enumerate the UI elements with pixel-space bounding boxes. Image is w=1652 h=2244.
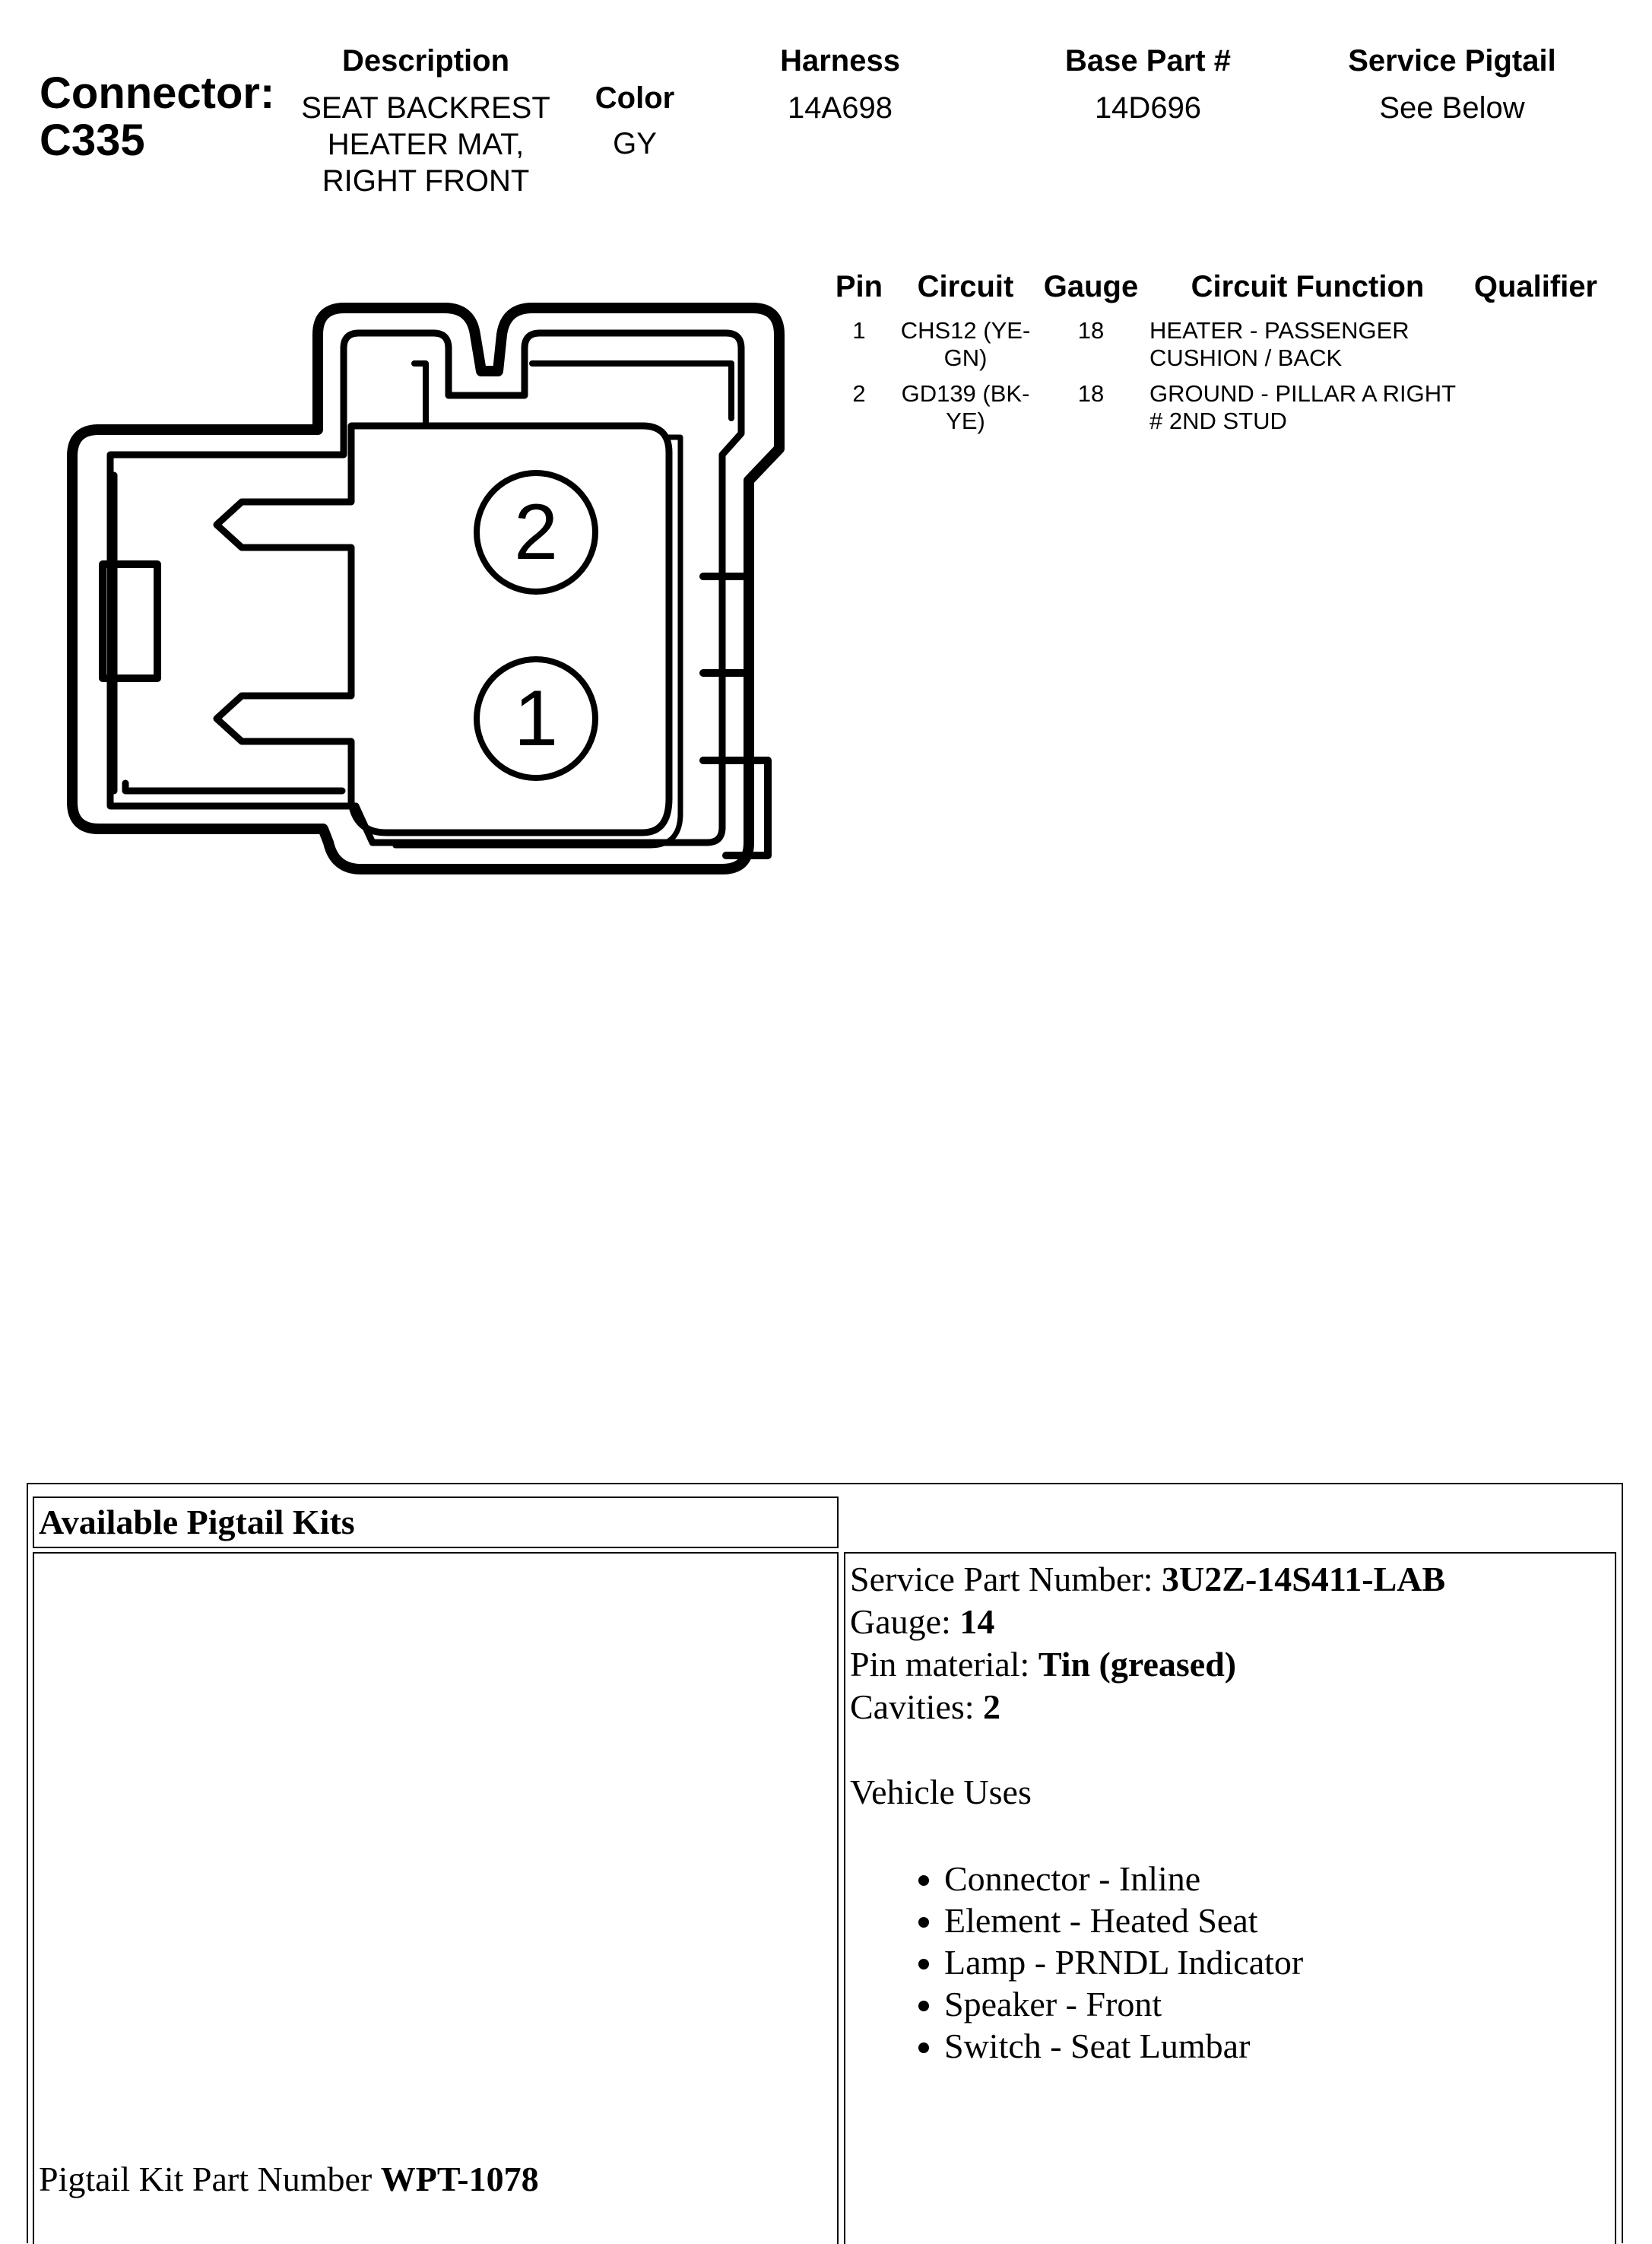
- pin-chamber: [217, 426, 669, 833]
- vehicle-use-item: • Element - Heated Seat: [944, 1900, 1445, 1941]
- cavities-label: Cavities:: [850, 1687, 984, 1726]
- service-pigtail-value: See Below: [1379, 91, 1525, 125]
- top-tab-left: [414, 363, 426, 422]
- right-tab-upper: [703, 576, 749, 673]
- pin-number: 2: [852, 380, 866, 407]
- function-col-header: Circuit Function: [1191, 270, 1425, 303]
- base-part-header: Base Part #: [1065, 44, 1231, 78]
- kit-part-value: WPT-1078: [380, 2160, 539, 2198]
- pin-2-label: 2: [514, 488, 558, 576]
- qualifier-col-header: Qualifier: [1473, 270, 1598, 303]
- base-part-value: 14D696: [1094, 91, 1202, 125]
- vehicle-use-item: • Lamp - PRNDL Indicator: [944, 1941, 1445, 1983]
- circuit-line: GD139 (BK-: [901, 380, 1030, 407]
- pin-1-label: 1: [514, 674, 558, 763]
- cavities-line: [850, 1686, 1445, 1728]
- pin-number: 1: [852, 317, 866, 344]
- circuit-cell: [882, 380, 1049, 435]
- harness-value: 14A698: [788, 91, 893, 125]
- gauge-line: [850, 1601, 1445, 1643]
- kits-title-cell: [33, 1497, 839, 1548]
- function-cell: [1149, 317, 1469, 372]
- function-cell: [1149, 380, 1484, 435]
- function-line: GROUND - PILLAR A RIGHT: [1149, 380, 1457, 407]
- kits-title: Available Pigtail Kits: [39, 1503, 355, 1541]
- kit-part-number: [39, 2158, 539, 2201]
- gauge-col-header: Gauge: [1043, 270, 1139, 303]
- description-line: RIGHT FRONT: [322, 164, 530, 198]
- gauge-cell: 18: [1077, 317, 1105, 344]
- vehicle-uses-list: [850, 1858, 1445, 2067]
- description-line: HEATER MAT,: [327, 128, 525, 161]
- pin-col-header: Pin: [835, 270, 883, 303]
- gauge-value: 14: [959, 1602, 995, 1641]
- top-tab-right: [532, 363, 731, 418]
- pin-material-line: [850, 1643, 1445, 1686]
- service-part-value: 3U2Z-14S411-LAB: [1162, 1560, 1446, 1598]
- vehicle-use-item: • Speaker - Front: [944, 1983, 1445, 2025]
- service-part-line: [850, 1558, 1445, 1601]
- color-header: Color: [595, 81, 675, 115]
- vehicle-use-item: • Switch - Seat Lumbar: [944, 2025, 1445, 2067]
- kit-part-label: Pigtail Kit Part Number: [39, 2160, 381, 2198]
- cavities-value: 2: [983, 1687, 1001, 1726]
- function-line: CUSHION / BACK: [1149, 344, 1343, 371]
- connector-face-diagram: [0, 0, 836, 913]
- vehicle-use-item: • Connector - Inline: [944, 1858, 1445, 1900]
- gauge-cell: 18: [1077, 380, 1105, 407]
- kit-right-cell: [844, 1552, 1616, 2244]
- function-line: # 2ND STUD: [1149, 408, 1287, 434]
- harness-header: Harness: [780, 44, 900, 78]
- vehicle-uses-title: Vehicle Uses: [850, 1773, 1032, 1811]
- kit-details: [850, 1558, 1445, 2067]
- circuit-cell: [882, 317, 1049, 372]
- gauge-label: Gauge:: [850, 1602, 960, 1641]
- description-line: SEAT BACKREST: [301, 91, 550, 125]
- kit-left-cell: [33, 1552, 839, 2244]
- color-value: GY: [613, 127, 657, 160]
- service-part-label: Service Part Number:: [850, 1560, 1162, 1598]
- left-wall-shadow: [125, 783, 342, 791]
- description-header: Description: [341, 44, 510, 78]
- connector-id: C335: [40, 116, 145, 165]
- circuit-line: GN): [943, 344, 988, 371]
- pin-material-value: Tin (greased): [1038, 1645, 1237, 1684]
- circuit-line: YE): [946, 408, 985, 434]
- circuit-line: CHS12 (YE-: [900, 317, 1031, 344]
- service-pigtail-header: Service Pigtail: [1348, 44, 1556, 78]
- function-line: HEATER - PASSENGER: [1149, 317, 1409, 344]
- circuit-col-header: Circuit: [917, 270, 1014, 303]
- connector-label: Connector:: [40, 68, 275, 118]
- pin-material-label: Pin material:: [850, 1645, 1038, 1684]
